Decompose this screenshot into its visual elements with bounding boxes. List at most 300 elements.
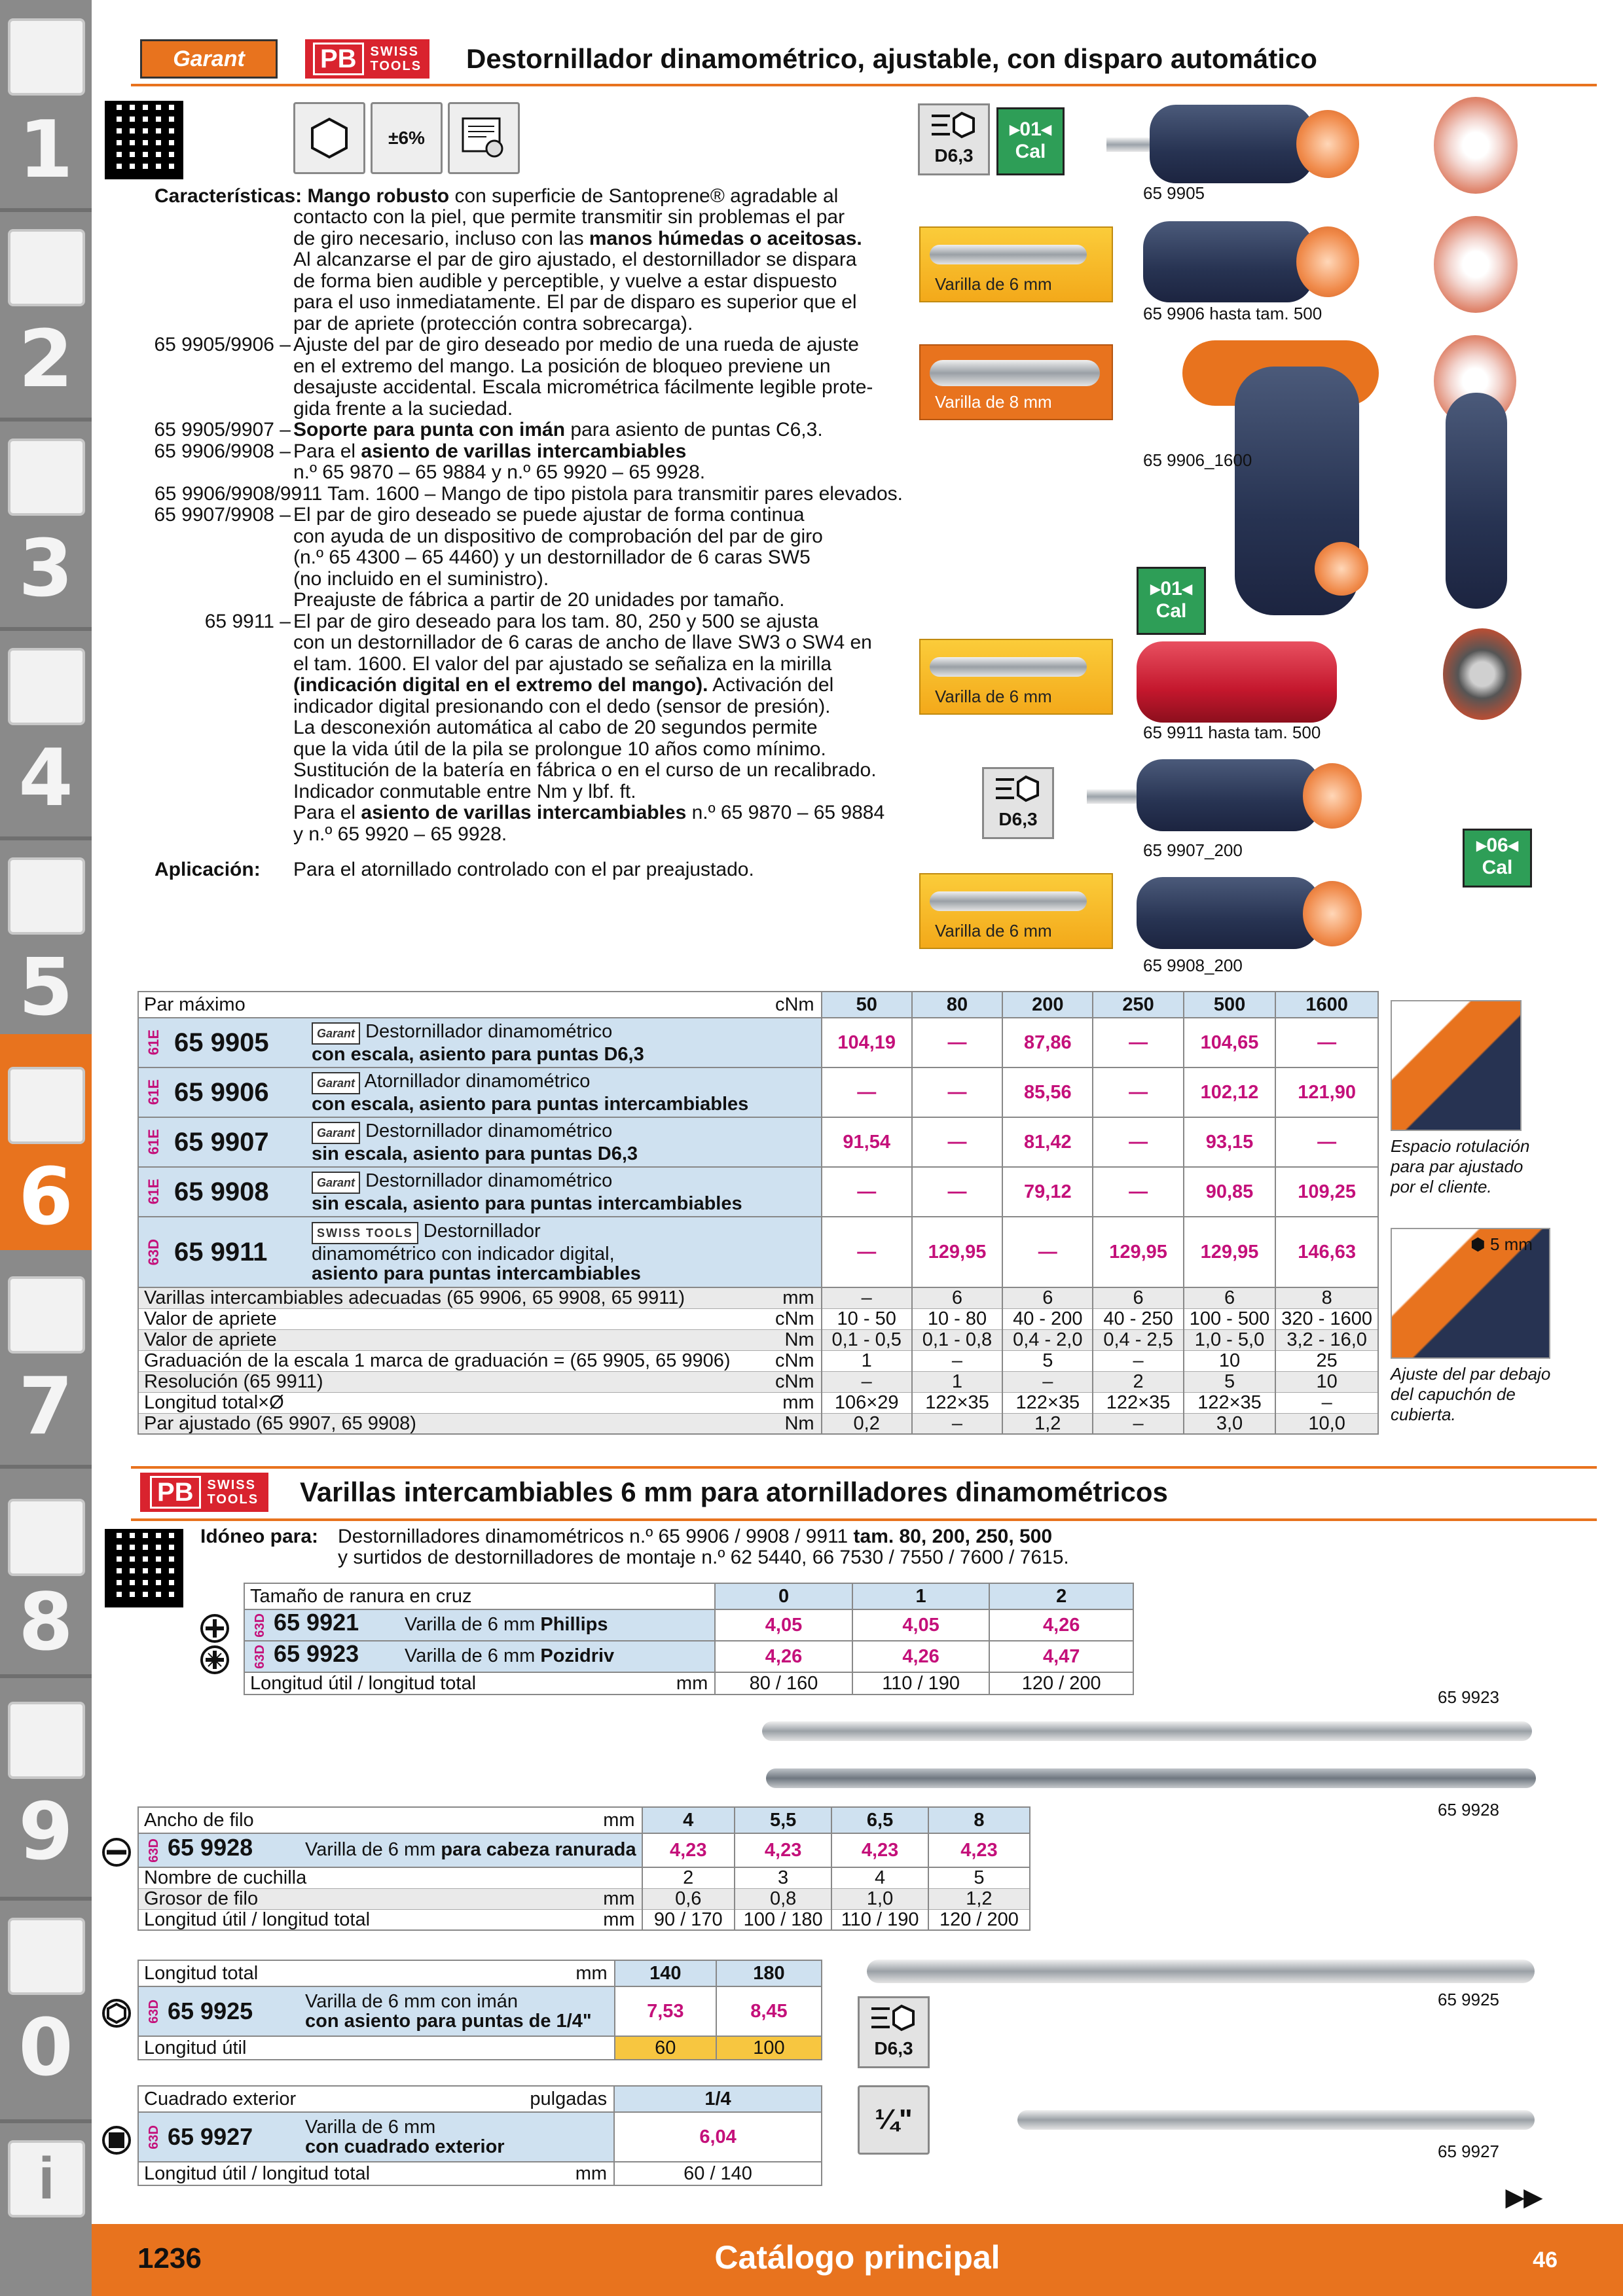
pliers-icon	[8, 1276, 85, 1354]
spec-value: 60 / 140	[614, 2162, 822, 2185]
price-cell: 4,26	[715, 1641, 852, 1672]
pb-swiss-tools-logo: SWISS TOOLS	[312, 1222, 418, 1244]
spec-value: 3,2 - 16,0	[1275, 1329, 1378, 1350]
safety-glasses-icon	[8, 1918, 85, 1995]
table-row[interactable]	[244, 1641, 1133, 1672]
square-drive-table	[137, 2085, 822, 2186]
spec-value: 100 / 180	[735, 1909, 831, 1930]
price-cell: 6,04	[614, 2112, 822, 2162]
adjustment-photo	[1391, 1228, 1550, 1359]
price-cell: 4,26	[852, 1641, 990, 1672]
d63-bit-holder-badge	[982, 767, 1054, 839]
price-cell: 4,47	[989, 1641, 1133, 1672]
feature-text: de giro necesario, incluso con las	[293, 228, 589, 249]
product-desc: Destornillador dinamométrico	[365, 1120, 613, 1141]
spec-value: 5	[928, 1867, 1030, 1888]
spec-value: –	[1275, 1392, 1378, 1413]
size-column-header: 0	[715, 1583, 852, 1609]
rod-image	[930, 657, 1087, 677]
header-unit: mm	[575, 1963, 608, 1984]
feature-text: n.º 65 9870 – 65 9884 y n.º 65 9920 – 65 9928.	[293, 461, 706, 483]
spec-unit: mm	[782, 1392, 814, 1413]
grinding-disc-icon	[8, 857, 85, 935]
article-number[interactable]: 65 9911	[174, 1238, 268, 1266]
hex-key-size: 5 mm	[1489, 1234, 1533, 1254]
spec-value: 0,2	[822, 1413, 912, 1434]
spec-value: 10,0	[1275, 1413, 1378, 1434]
price-cell: 85,56	[1002, 1067, 1093, 1117]
pb-swiss-tools-logo	[140, 1473, 268, 1512]
spec-unit: cNm	[775, 1371, 814, 1392]
note-line: del capuchón de	[1391, 1384, 1516, 1404]
application-label: Aplicación:	[155, 859, 261, 880]
size-column-header: 8	[928, 1807, 1030, 1833]
spec-unit: cNm	[775, 1350, 814, 1371]
screwdriver-handle-image	[1137, 759, 1320, 831]
tools-word: TOOLS	[370, 59, 422, 73]
table-header	[138, 1807, 1030, 1833]
digital-display-image	[1443, 628, 1522, 720]
feature-text	[293, 441, 686, 463]
table-row[interactable]	[138, 1067, 1378, 1117]
feature-text	[293, 228, 862, 250]
feature-text: para asiento de puntas C6,3.	[565, 419, 823, 440]
header-rule	[131, 1466, 1597, 1469]
price-cell: 79,12	[1002, 1167, 1093, 1217]
catalog-section-number: 46	[1533, 2248, 1558, 2272]
handle-cap-image	[1303, 763, 1362, 829]
divider	[0, 2119, 92, 2123]
spec-value: 5	[1184, 1371, 1276, 1392]
screwdriver-handle-image	[1143, 221, 1313, 302]
spec-label-cell	[244, 1672, 715, 1695]
article-number[interactable]: 65 9921	[274, 1609, 359, 1636]
d63-label: D6,3	[874, 2038, 913, 2058]
pb-mark: PB	[313, 43, 364, 75]
note-line: Ajuste del par debajo	[1391, 1364, 1551, 1384]
price-cell: —	[1002, 1217, 1093, 1287]
price-cell: 90,85	[1184, 1167, 1276, 1217]
spec-value: 120 / 200	[928, 1909, 1030, 1930]
spec-value: 0,1 - 0,8	[912, 1329, 1002, 1350]
spec-value: 122×35	[1184, 1392, 1276, 1413]
article-number[interactable]: 65 9928	[168, 1834, 253, 1861]
feature-text: con superficie de Santoprene® agradable al	[449, 185, 839, 207]
spec-value: –	[822, 1371, 912, 1392]
table-row[interactable]	[244, 1609, 1133, 1641]
spec-value: 4	[831, 1867, 928, 1888]
table-header	[138, 1960, 822, 1986]
header-unit: cNm	[775, 994, 814, 1015]
chapter-number: 2	[18, 314, 73, 405]
swiss-word: SWISS	[370, 45, 419, 59]
feature-text: Al alcanzarse el par de giro ajustado, el destornillador se dispara	[293, 249, 857, 270]
d63-label: D6,3	[998, 809, 1038, 829]
tools-word: TOOLS	[207, 1492, 259, 1507]
chapter-number: 0	[18, 2003, 73, 2094]
price-cell: 91,54	[822, 1117, 912, 1167]
chapter-number: 6	[18, 1152, 73, 1243]
spec-value: 120 / 200	[989, 1672, 1133, 1695]
product-desc: Varilla de 6 mm	[405, 1645, 541, 1667]
spec-row	[138, 1287, 1378, 1308]
chapter-tab-5[interactable]	[0, 838, 92, 1034]
product-cell	[138, 2112, 614, 2162]
spec-value: 5	[1002, 1350, 1093, 1371]
spec-unit: cNm	[775, 1308, 814, 1329]
spec-unit: Nm	[784, 1329, 814, 1350]
chapter-tab-2[interactable]	[0, 209, 92, 406]
product-desc: con escala, asiento para puntas intercambiables	[312, 1093, 749, 1115]
spec-row	[138, 1909, 1030, 1930]
spec-value: 110 / 190	[852, 1672, 990, 1695]
feature-text: gida frente a la suciedad.	[293, 398, 513, 420]
feature-text: de forma bien audible y perceptible, y vuelve a estar dispuesto	[293, 270, 837, 292]
label-space-photo	[1391, 1000, 1522, 1131]
features-block	[155, 186, 838, 207]
product-desc: dinamométrico con indicador digital,	[312, 1243, 615, 1265]
feature-text: (no incluido en el suministro).	[293, 568, 549, 590]
cal-number-text: 01	[1160, 578, 1182, 600]
price-cell: 146,63	[1275, 1217, 1378, 1287]
side-note	[1391, 1364, 1550, 1425]
feature-ref: 65 9911 –	[204, 611, 291, 632]
varilla-6mm-badge	[919, 226, 1113, 302]
image-caption: 65 9925	[1438, 1990, 1499, 2009]
spec-value: 6	[1184, 1287, 1276, 1308]
magnetic-bit-holder-table	[137, 1960, 822, 2060]
feature-text	[293, 675, 833, 696]
feature-text	[293, 420, 823, 441]
note-line: para par ajustado	[1391, 1157, 1523, 1176]
price-group-code: 63D	[147, 2125, 161, 2149]
product-cell	[138, 1067, 822, 1117]
table-row[interactable]	[138, 1117, 1378, 1167]
slotted-bit-table	[137, 1806, 1030, 1931]
spec-value: 1,0 - 5,0	[1184, 1329, 1276, 1350]
size-column-header: 1	[852, 1583, 990, 1609]
chapter-number: 3	[18, 524, 73, 615]
product-desc: Varilla de 6 mm	[305, 1839, 441, 1861]
price-cell: 102,12	[1184, 1067, 1276, 1117]
product-desc: con cuadrado exterior	[305, 2136, 505, 2157]
hex-socket-icon	[102, 1999, 131, 2028]
chapter-index-sidebar	[0, 0, 92, 2296]
image-caption: 65 9906 hasta tam. 500	[1143, 304, 1322, 323]
application-text: Para el atornillado controlado con el par preajustado.	[293, 859, 754, 880]
spec-unit: mm	[575, 2163, 608, 2184]
product-cell	[138, 1833, 642, 1867]
handle-cap-image	[1303, 881, 1362, 946]
insert-icon	[8, 229, 85, 306]
size-column-header: 200	[1002, 992, 1093, 1018]
garant-logo	[140, 39, 278, 79]
chapter-tab-3[interactable]	[0, 419, 92, 615]
garant-logo: Garant	[312, 1122, 360, 1144]
suitability-text: y surtidos de destornilladores de montaje n.º 62 5440, 66 7530 / 7550 / 7600 / 7615.	[338, 1547, 1069, 1568]
adjustment-wheel-image	[1434, 216, 1518, 313]
spec-value: 1,2	[1002, 1413, 1093, 1434]
price-group-code: 61E	[145, 1129, 162, 1155]
certificate-icon	[448, 102, 520, 174]
table-row[interactable]	[138, 1833, 1030, 1867]
garant-logo: Garant	[312, 1072, 360, 1094]
chapter-tab-6[interactable]	[0, 1034, 92, 1250]
product-desc: Atornillador dinamométrico	[364, 1070, 591, 1092]
d63-bit-holder-badge	[858, 1996, 930, 2068]
header-label: Par máximo	[144, 994, 246, 1015]
price-cell: 4,23	[735, 1833, 831, 1867]
product-desc: sin escala, asiento para puntas intercambiables	[312, 1193, 742, 1214]
spec-value: 2	[642, 1867, 735, 1888]
chapter-tab-9[interactable]	[0, 1676, 92, 1878]
feature-text: Para el	[293, 440, 361, 462]
pozidriv-rod-image	[762, 1721, 1532, 1741]
brand-name: Garant	[173, 46, 245, 71]
hex-key-label: ⬢ 5 mm	[1470, 1234, 1533, 1254]
slotted-rod-image	[766, 1768, 1536, 1788]
header-unit: mm	[603, 1810, 635, 1831]
feature-text: Mango robusto	[307, 185, 450, 207]
product-desc: Varilla de 6 mm	[305, 2117, 436, 2138]
chapter-number: 8	[18, 1577, 73, 1668]
spec-value: 0,8	[735, 1888, 831, 1909]
spec-value: 2	[1093, 1371, 1183, 1392]
article-number[interactable]: 65 9925	[168, 1998, 253, 2024]
spec-label: Longitud útil / longitud total	[144, 1909, 371, 1930]
spec-value: 6	[1002, 1287, 1093, 1308]
header-label-cell	[138, 1960, 615, 1986]
feature-text: Activación del	[708, 674, 834, 696]
note-line: Espacio rotulación	[1391, 1136, 1530, 1156]
chapter-number: 9	[18, 1787, 73, 1878]
spec-unit: mm	[603, 1909, 635, 1930]
feature-text: (n.º 65 4300 – 65 4460) y un destornillador de 6 caras SW5	[293, 547, 811, 568]
chapter-tab-info[interactable]	[0, 2127, 92, 2225]
spec-row	[138, 1329, 1378, 1350]
header-rule	[131, 1518, 1597, 1521]
spec-label-cell	[138, 1371, 822, 1392]
product-cell	[138, 1986, 615, 2036]
pb-swiss-tools-logo	[305, 39, 429, 79]
chapter-tab-1[interactable]	[0, 0, 92, 196]
price-cell: 129,95	[1184, 1217, 1276, 1287]
article-number[interactable]: 65 9923	[274, 1640, 359, 1668]
product-desc: Destornillador dinamométrico	[365, 1020, 613, 1042]
torque-screwdriver-table	[137, 991, 1379, 1435]
price-cell: —	[912, 1117, 1002, 1167]
note-line: por el cliente.	[1391, 1177, 1492, 1196]
size-column-header: 180	[716, 1960, 822, 1986]
price-cell: 129,95	[1093, 1217, 1183, 1287]
square-drive-rod-image	[1017, 2110, 1535, 2130]
spec-label-cell	[138, 1867, 642, 1888]
cal-number: ▸01◂	[1150, 578, 1192, 600]
cross-slot-bit-table	[244, 1583, 1134, 1695]
spec-label: Graduación de la escala 1 marca de graduación = (65 9905, 65 9906)	[144, 1350, 731, 1371]
feature-text: desajuste accidental. Escala micrométrica fácilmente legible prote-	[293, 376, 873, 398]
feature-text: (indicación digital en el extremo del mango).	[293, 674, 708, 696]
garant-logo: Garant	[312, 1172, 360, 1194]
varilla-label: Varilla de 6 mm	[935, 687, 1052, 706]
product-desc: para cabeza ranurada	[441, 1839, 636, 1861]
spec-label-cell	[138, 1392, 822, 1413]
feature-text: y n.º 65 9920 – 65 9928.	[293, 823, 507, 845]
header-label-cell	[138, 992, 822, 1018]
chapter-tab-0[interactable]	[0, 1898, 92, 2094]
spec-value: –	[822, 1287, 912, 1308]
spec-label: Longitud total×Ø	[144, 1392, 284, 1413]
pozidriv-icon	[200, 1645, 229, 1674]
bit-holder-shaft	[1087, 789, 1139, 804]
cal-number: ▸06◂	[1476, 834, 1518, 856]
page-footer	[92, 2224, 1623, 2296]
feature-text: asiento de varillas intercambiables	[361, 802, 687, 823]
image-caption: 65 9923	[1438, 1687, 1499, 1707]
product-desc: con asiento para puntas de 1/4"	[305, 2011, 592, 2032]
article-number[interactable]: 65 9908	[174, 1177, 269, 1206]
suitability-text	[338, 1526, 1052, 1548]
table-row[interactable]	[138, 1217, 1378, 1287]
price-cell: 4,23	[642, 1833, 735, 1867]
spec-unit: Nm	[784, 1412, 814, 1434]
spec-label-cell	[138, 1350, 822, 1371]
cal-label: Cal	[1482, 857, 1513, 878]
spec-value: 40 - 250	[1093, 1308, 1183, 1329]
note-line: cubierta.	[1391, 1405, 1456, 1424]
table-row[interactable]	[138, 1986, 822, 2036]
spec-value: 10	[1275, 1371, 1378, 1392]
spec-unit: mm	[782, 1287, 814, 1309]
price-cell: 81,42	[1002, 1117, 1093, 1167]
image-caption: 65 9911 hasta tam. 500	[1143, 723, 1321, 742]
feature-ref: 65 9906/9908/9911	[155, 483, 323, 505]
cabinet-icon	[8, 1702, 85, 1779]
image-caption: 65 9928	[1438, 1800, 1499, 1820]
spec-row	[138, 1867, 1030, 1888]
tolerance-label: ±6%	[388, 128, 425, 148]
spec-label: Grosor de filo	[144, 1888, 259, 1909]
price-cell: —	[1093, 1167, 1183, 1217]
next-page-arrow-icon[interactable]: ▶▶	[1506, 2183, 1542, 2210]
spec-value: 1	[822, 1350, 912, 1371]
hexagon-icon	[293, 102, 365, 174]
spec-value: 122×35	[1002, 1392, 1093, 1413]
spec-row	[138, 1308, 1378, 1329]
features-label: Características:	[155, 185, 302, 207]
chapter-tab-4[interactable]	[0, 628, 92, 825]
feature-text	[293, 802, 884, 824]
spec-label-cell	[138, 1888, 642, 1909]
price-cell: —	[822, 1217, 912, 1287]
price-cell: 93,15	[1184, 1117, 1276, 1167]
cal-label: Cal	[1156, 600, 1187, 622]
feature-text: con un destornillador de 6 caras de ancho de llave SW3 o SW4 en	[293, 632, 872, 653]
product-desc: Phillips	[540, 1614, 608, 1636]
table-row[interactable]	[138, 1018, 1378, 1067]
article-number[interactable]: 65 9906	[174, 1078, 269, 1107]
spec-label: Longitud útil	[138, 2036, 615, 2060]
price-cell: 4,05	[852, 1609, 990, 1641]
chapter-number: 7	[18, 1361, 73, 1452]
spec-label: Nombre de cuchilla	[144, 1867, 307, 1889]
feature-text: indicador digital presionando con el dedo (sensor de presión).	[293, 696, 831, 717]
pb-mark: PB	[150, 1476, 201, 1509]
price-cell: 7,53	[615, 1986, 716, 2036]
spec-row	[138, 1392, 1378, 1413]
calibration-badge	[1463, 829, 1532, 888]
table-header	[138, 2086, 822, 2112]
spec-value: 0,4 - 2,0	[1002, 1329, 1093, 1350]
spec-label: Valor de apriete	[144, 1329, 277, 1350]
toolbox-icon	[8, 1499, 85, 1576]
catalog-title: Catálogo principal	[714, 2239, 1000, 2276]
feature-ref: 65 9905/9906 –	[154, 334, 291, 355]
varilla-label: Varilla de 6 mm	[935, 274, 1052, 294]
size-column-header: 5,5	[735, 1807, 831, 1833]
table-row[interactable]	[138, 2112, 822, 2162]
chapter-tab-7[interactable]	[0, 1257, 92, 1453]
size-column-header: 1600	[1275, 992, 1378, 1018]
chapter-tab-8[interactable]	[0, 1466, 92, 1668]
feature-text: para el uso inmediatamente. El par de disparo es superior que el	[293, 291, 857, 313]
product-desc: asiento para puntas intercambiables	[312, 1263, 641, 1284]
feature-text: Sustitución de la batería en fábrica o en el curso de un recalibrado.	[293, 759, 877, 781]
price-cell: —	[822, 1167, 912, 1217]
image-caption: 65 9908_200	[1143, 956, 1243, 975]
size-column-header: 500	[1184, 992, 1276, 1018]
price-cell: 87,86	[1002, 1018, 1093, 1067]
table-row[interactable]	[138, 1167, 1378, 1217]
cal-number: ▸01◂	[1010, 118, 1051, 140]
table-header	[244, 1583, 1133, 1609]
spec-value: –	[912, 1350, 1002, 1371]
article-number[interactable]: 65 9905	[174, 1028, 269, 1057]
side-note	[1391, 1136, 1529, 1197]
article-number[interactable]: 65 9907	[174, 1128, 269, 1157]
spec-value: 6	[1093, 1287, 1183, 1308]
spec-row	[138, 1371, 1378, 1392]
product-desc: Varilla de 6 mm con imán	[305, 1991, 519, 2012]
chapter-number: 4	[18, 733, 73, 824]
price-cell: 4,26	[989, 1609, 1133, 1641]
spec-value: 0,4 - 2,5	[1093, 1329, 1183, 1350]
feature-ref: 65 9907/9908 –	[154, 504, 291, 526]
product-cell	[138, 1018, 822, 1067]
size-column-header: 2	[989, 1583, 1133, 1609]
feature-text: El par de giro deseado para los tam. 80, 250 y 500 se ajusta	[293, 611, 819, 632]
phillips-icon	[200, 1614, 229, 1643]
spec-value: 0,1 - 0,5	[822, 1329, 912, 1350]
spec-value: 90 / 170	[642, 1909, 735, 1930]
suitability-label: Idóneo para:	[200, 1526, 319, 1547]
feature-text: manos húmedas o aceitosas.	[589, 228, 862, 249]
cal-number-text: 01	[1019, 118, 1042, 140]
spec-label-cell	[138, 1308, 822, 1329]
spec-value: 122×35	[912, 1392, 1002, 1413]
price-cell: 104,19	[822, 1018, 912, 1067]
price-cell: 4,23	[831, 1833, 928, 1867]
spec-row	[138, 1350, 1378, 1371]
suitability-text: Destornilladores dinamométricos n.º 65 9906 / 9908 / 9911	[338, 1526, 854, 1547]
product-desc: sin escala, asiento para puntas D6,3	[312, 1143, 638, 1164]
spec-row	[138, 2162, 822, 2185]
article-number[interactable]: 65 9927	[168, 2123, 253, 2150]
chapter-number: 5	[18, 942, 73, 1033]
chapter-number: 1	[18, 105, 73, 196]
suitability-block	[200, 1526, 318, 1548]
pistol-grip-side-image	[1446, 393, 1507, 609]
